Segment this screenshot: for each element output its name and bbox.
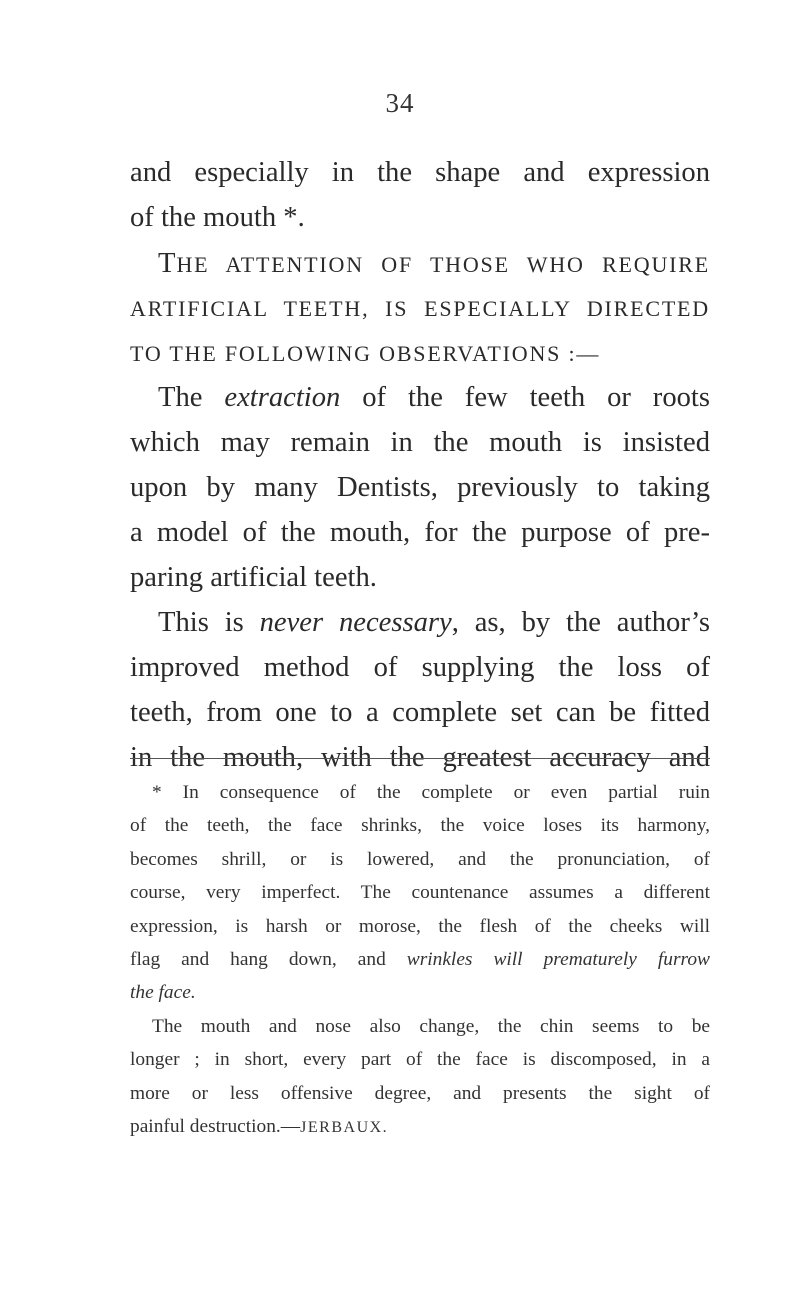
notice-initial: T <box>158 248 177 279</box>
notice-line <box>130 240 710 285</box>
emphasis: extraction <box>224 382 341 413</box>
main-text <box>130 150 710 780</box>
footnote-line: The mouth and nose also change, the chin seems to be <box>152 1015 710 1037</box>
paragraph-line: in the mouth, with the greatest accuracy and <box>130 742 710 773</box>
notice-line: TO THE FOLLOWING OBSERVATIONS :— <box>130 341 601 366</box>
paragraph-line <box>130 600 710 645</box>
text-run: The <box>158 382 225 413</box>
footnote-divider <box>130 758 710 759</box>
footnote-line: longer ; in short, every part of the face is discomposed, in a <box>130 1049 710 1071</box>
emphasis: wrinkles will prematurely furrow <box>406 949 710 971</box>
paragraph-line: paring artificial teeth. <box>130 562 377 593</box>
author-name: JERBAUX. <box>300 1119 389 1137</box>
paragraph-line: teeth, from one to a complete set can be fitted <box>130 697 710 728</box>
footnote-line: expression, is harsh or morose, the flesh of the cheeks will <box>130 915 710 937</box>
text-run: This is <box>158 607 260 638</box>
paragraph-line: upon by many Dentists, previously to taking <box>130 472 710 503</box>
footnote-line: becomes shrill, or is lowered, and the pronunciation, of <box>130 848 710 870</box>
footnote <box>130 776 710 1144</box>
body-line: and especially in the shape and expression <box>130 157 710 188</box>
footnote-line: * In consequence of the complete or even partial ruin <box>152 782 710 803</box>
emphasis: the face. <box>130 982 196 1004</box>
notice-text: HE ATTENTION OF THOSE WHO REQUIRE <box>176 252 710 277</box>
text-run: painful destruction.— <box>130 1116 301 1138</box>
body-line: of the mouth *. <box>130 202 305 233</box>
footnote-line <box>130 976 710 1009</box>
paragraph-line: a model of the mouth, for the purpose of pre- <box>130 517 710 548</box>
page-number: 34 <box>385 88 415 118</box>
footnote-line: more or less offensive degree, and presents the sight of <box>130 1082 710 1104</box>
notice-line: ARTIFICIAL TEETH, IS ESPECIALLY DIRECTED <box>130 296 710 321</box>
text-run: flag and hang down, and <box>130 949 407 971</box>
paragraph-line: improved method of supplying the loss of <box>130 652 710 683</box>
footnote-line: of the teeth, the face shrinks, the voice loses its harmony, <box>130 815 710 837</box>
footnote-line <box>130 943 710 976</box>
footnote-line: course, very imperfect. The countenance assumes a different <box>130 882 710 904</box>
paragraph-line: which may remain in the mouth is insisted <box>130 427 710 458</box>
footnote-line <box>130 1110 710 1144</box>
paragraph-line <box>130 375 710 420</box>
text-run: , as, by the author’s <box>451 607 710 638</box>
text-run: of the few teeth or roots <box>340 382 710 413</box>
emphasis: never necessary <box>259 607 452 638</box>
